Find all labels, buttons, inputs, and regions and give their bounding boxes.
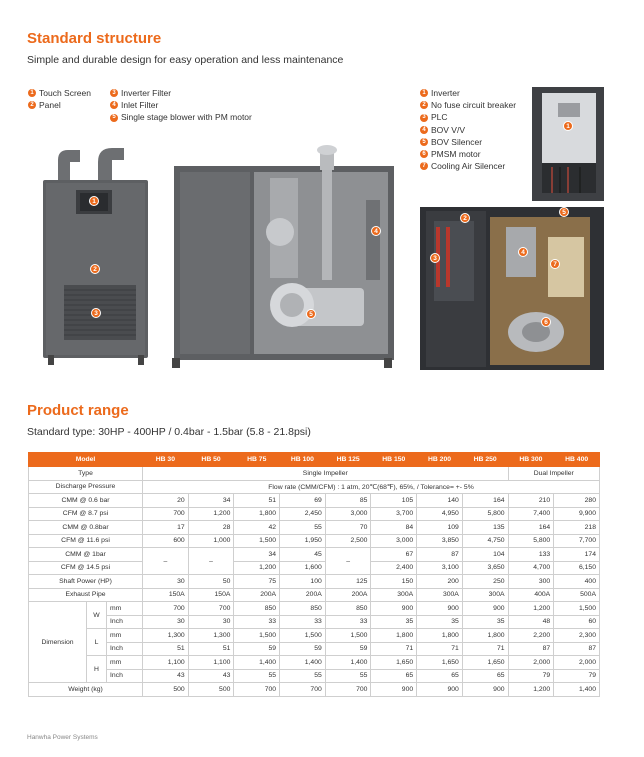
table-cell: 150A [143, 588, 189, 602]
table-row [29, 534, 600, 548]
table-cell: 51 [234, 494, 280, 508]
legend-label: BOV Silencer [431, 136, 483, 147]
legend-right-item [420, 99, 516, 111]
table-cell: – [188, 548, 234, 575]
table-cell: 55 [280, 521, 326, 535]
marker-blower: 5 [306, 309, 316, 319]
table-cell: 28 [188, 521, 234, 535]
table-cell: mm [107, 656, 143, 670]
table-cell: 35 [462, 615, 508, 629]
table-cell: 59 [234, 642, 280, 656]
legend-right-item [420, 87, 516, 99]
legend-right-item [420, 148, 516, 160]
front-cabinet-image [28, 140, 163, 370]
legend-label: Cooling Air Silencer [431, 161, 506, 172]
legend-label: PMSM motor [431, 149, 481, 160]
table-cell: 1,500 [234, 534, 280, 548]
table-cell: 500 [143, 683, 189, 697]
table-cell: Inch [107, 642, 143, 656]
table-cell: 850 [234, 602, 280, 616]
table-cell: 1,800 [462, 629, 508, 643]
table-cell: 1,400 [554, 683, 600, 697]
table-cell: 1,300 [188, 629, 234, 643]
table-cell: W [87, 602, 107, 629]
header-model: Model [29, 453, 143, 467]
table-cell: 2,000 [508, 656, 554, 670]
table-cell: 135 [462, 521, 508, 535]
table-cell: 1,950 [280, 534, 326, 548]
table-cell: 1,650 [417, 656, 463, 670]
table-cell: 59 [280, 642, 326, 656]
table-cell: 1,100 [143, 656, 189, 670]
table-cell: 105 [371, 494, 417, 508]
marker-inverter-filter: 3 [91, 308, 101, 318]
table-cell: 900 [462, 683, 508, 697]
table-cell: Discharge Pressure [29, 480, 143, 494]
product-range-table [28, 452, 600, 697]
table-cell: 218 [554, 521, 600, 535]
table-cell: 2,200 [508, 629, 554, 643]
table-cell: 850 [280, 602, 326, 616]
table-cell: CFM @ 11.6 psi [29, 534, 143, 548]
marker-inlet-filter: 4 [371, 226, 381, 236]
table-cell: 900 [371, 683, 417, 697]
legend-label: Inverter Filter [121, 88, 172, 98]
table-cell: 79 [508, 669, 554, 683]
table-cell: Weight (kg) [29, 683, 143, 697]
header-model-name: HB 150 [371, 453, 417, 467]
table-cell: 35 [371, 615, 417, 629]
table-cell: 133 [508, 548, 554, 562]
table-cell: 100 [280, 575, 326, 589]
table-cell: Dimension [29, 602, 87, 683]
number-badge: 5 [420, 138, 428, 146]
section-subtitle-product-range: Standard type: 30HP - 400HP / 0.4bar - 1.5bar (5.8 - 21.8psi) [27, 426, 311, 438]
table-cell: 1,500 [325, 629, 371, 643]
table-cell: 850 [325, 602, 371, 616]
legend-mid-item [110, 99, 252, 111]
number-badge: 3 [110, 89, 118, 97]
table-cell: 65 [462, 669, 508, 683]
header-model-name: HB 250 [462, 453, 508, 467]
marker-plc: 3 [430, 253, 440, 263]
table-row-dimension [29, 615, 600, 629]
section-title-structure: Standard structure [27, 30, 162, 47]
table-row-type [29, 467, 600, 481]
legend-right-item [420, 160, 516, 172]
table-cell: 400 [554, 575, 600, 589]
table-cell: 71 [417, 642, 463, 656]
table-cell: 71 [462, 642, 508, 656]
legend-label: Inlet Filter [121, 100, 159, 111]
table-cell: 900 [417, 602, 463, 616]
table-cell: 3,000 [371, 534, 417, 548]
table-cell: 150 [371, 575, 417, 589]
legend-right-item [420, 111, 516, 123]
table-cell: 1,400 [280, 656, 326, 670]
table-cell: 104 [462, 548, 508, 562]
legend-label: Panel [39, 100, 61, 111]
number-badge: 2 [28, 101, 36, 109]
table-cell: 30 [188, 615, 234, 629]
legend-label: Touch Screen [39, 88, 91, 98]
table-cell: 7,400 [508, 507, 554, 521]
table-row-discharge [29, 480, 600, 494]
table-cell: 1,400 [234, 656, 280, 670]
table-cell: CMM @ 0.8bar [29, 521, 143, 535]
table-cell: 2,450 [280, 507, 326, 521]
table-cell: 85 [325, 494, 371, 508]
table-cell: 43 [143, 669, 189, 683]
table-cell: 34 [234, 548, 280, 562]
table-cell: 2,300 [554, 629, 600, 643]
table-cell: 1,500 [234, 629, 280, 643]
table-cell: 1,000 [188, 534, 234, 548]
table-cell: CMM @ 0.6 bar [29, 494, 143, 508]
marker-bov-silencer: 5 [559, 207, 569, 217]
table-cell: 4,750 [462, 534, 508, 548]
table-cell: Type [29, 467, 143, 481]
table-cell: 4,700 [508, 561, 554, 575]
number-badge: 5 [110, 114, 118, 122]
legend-right-item [420, 124, 516, 136]
table-row-dimension [29, 669, 600, 683]
table-row-cfm-14psi [29, 561, 600, 575]
table-cell: 50 [188, 575, 234, 589]
table-cell: 1,600 [280, 561, 326, 575]
table-cell: Single Impeller [143, 467, 509, 481]
table-cell: 87 [417, 548, 463, 562]
table-cell: 5,800 [508, 534, 554, 548]
table-cell: 1,800 [417, 629, 463, 643]
header-model-name: HB 125 [325, 453, 371, 467]
table-cell: 65 [371, 669, 417, 683]
table-cell: 900 [462, 602, 508, 616]
table-cell: Flow rate (CMM/CFM) : 1 atm, 20℃(68℉), 65%, / Tolerance= +- 5% [143, 480, 600, 494]
table-cell: 250 [462, 575, 508, 589]
table-row-dimension [29, 629, 600, 643]
section-title-product-range: Product range [27, 402, 129, 419]
table-cell: 17 [143, 521, 189, 535]
table-cell: 3,100 [417, 561, 463, 575]
table-cell: 3,650 [462, 561, 508, 575]
header-model-name: HB 100 [280, 453, 326, 467]
header-model-name: HB 200 [417, 453, 463, 467]
table-cell: 125 [325, 575, 371, 589]
table-cell: 30 [143, 615, 189, 629]
marker-bov-valve: 4 [518, 247, 528, 257]
table-cell: 500 [188, 683, 234, 697]
table-cell: 1,650 [371, 656, 417, 670]
table-cell: 69 [280, 494, 326, 508]
table-cell: 42 [234, 521, 280, 535]
table-cell: 1,300 [143, 629, 189, 643]
number-badge: 4 [110, 101, 118, 109]
table-row-dimension [29, 656, 600, 670]
table-cell: 109 [417, 521, 463, 535]
marker-circuit-breaker: 2 [460, 213, 470, 223]
table-cell: 3,000 [325, 507, 371, 521]
table-cell: 200A [325, 588, 371, 602]
table-cell: 150A [188, 588, 234, 602]
number-badge: 1 [420, 89, 428, 97]
table-cell: CMM @ 1bar [29, 548, 143, 562]
table-cell: 1,200 [508, 602, 554, 616]
table-cell: 300A [371, 588, 417, 602]
table-cell: 300 [508, 575, 554, 589]
legend-label: Inverter [431, 88, 460, 98]
table-cell: 7,700 [554, 534, 600, 548]
header-model-name: HB 50 [188, 453, 234, 467]
table-cell: 2,500 [325, 534, 371, 548]
header-model-name: HB 400 [554, 453, 600, 467]
table-cell: 75 [234, 575, 280, 589]
table-cell: 60 [554, 615, 600, 629]
table-cell: – [325, 548, 371, 575]
table-cell: 55 [325, 669, 371, 683]
table-cell: 164 [508, 521, 554, 535]
table-cell: Dual Impeller [508, 467, 599, 481]
table-cell: 20 [143, 494, 189, 508]
table-cell: 174 [554, 548, 600, 562]
table-cell: 700 [234, 683, 280, 697]
legend-mid-item [110, 87, 252, 99]
table-cell: 1,100 [188, 656, 234, 670]
table-cell: 2,000 [554, 656, 600, 670]
legend-label: PLC [431, 112, 448, 123]
table-row-cmm-1bar [29, 548, 600, 562]
legend-label: No fuse circuit breaker [431, 100, 517, 111]
table-cell: 280 [554, 494, 600, 508]
table-cell: 1,500 [554, 602, 600, 616]
table-cell: 3,850 [417, 534, 463, 548]
table-cell: Inch [107, 669, 143, 683]
table-row-pipe [29, 588, 600, 602]
table-cell: Exhaust Pipe [29, 588, 143, 602]
table-cell: 35 [417, 615, 463, 629]
table-cell: CFM @ 14.5 psi [29, 561, 143, 575]
table-cell: 700 [143, 507, 189, 521]
table-cell: H [87, 656, 107, 683]
table-cell: 1,200 [508, 683, 554, 697]
inverter-photo [532, 87, 604, 201]
table-cell: 700 [325, 683, 371, 697]
legend-right-item [420, 136, 516, 148]
table-cell: 65 [417, 669, 463, 683]
table-cell: 9,900 [554, 507, 600, 521]
table-cell: 140 [417, 494, 463, 508]
table-header-row [29, 453, 600, 467]
side-cutaway-image [170, 140, 398, 370]
interior-photo [420, 207, 604, 370]
number-badge: 3 [420, 114, 428, 122]
table-cell: 34 [188, 494, 234, 508]
table-row-dimension [29, 642, 600, 656]
table-cell: 1,200 [188, 507, 234, 521]
table-cell: 51 [188, 642, 234, 656]
table-cell: 87 [508, 642, 554, 656]
table-cell: 200A [234, 588, 280, 602]
table-cell: 700 [143, 602, 189, 616]
legend-left-item [28, 99, 91, 111]
legend-left [28, 87, 91, 111]
table-cell: 51 [143, 642, 189, 656]
table-cell: 200 [417, 575, 463, 589]
legend-right [420, 87, 516, 172]
table-cell: 48 [508, 615, 554, 629]
table-cell: 900 [417, 683, 463, 697]
table-row [29, 494, 600, 508]
table-cell: 300A [417, 588, 463, 602]
table-cell: 1,500 [280, 629, 326, 643]
table-cell: mm [107, 602, 143, 616]
marker-pmsm-motor: 6 [541, 317, 551, 327]
number-badge: 4 [420, 126, 428, 134]
table-cell: 3,700 [371, 507, 417, 521]
footer-brand: Hanwha Power Systems [27, 734, 98, 741]
table-cell: 164 [462, 494, 508, 508]
table-row-weight [29, 683, 600, 697]
table-cell: L [87, 629, 107, 656]
header-model-name: HB 300 [508, 453, 554, 467]
table-cell: 700 [188, 602, 234, 616]
table-cell: mm [107, 629, 143, 643]
table-cell: 1,800 [234, 507, 280, 521]
header-model-name: HB 30 [143, 453, 189, 467]
table-cell: 71 [371, 642, 417, 656]
table-cell: 33 [325, 615, 371, 629]
table-cell: 55 [280, 669, 326, 683]
table-cell: 500A [554, 588, 600, 602]
table-cell: 67 [371, 548, 417, 562]
header-model-name: HB 75 [234, 453, 280, 467]
table-cell: 210 [508, 494, 554, 508]
table-cell: 600 [143, 534, 189, 548]
number-badge: 6 [420, 150, 428, 158]
table-cell: 33 [234, 615, 280, 629]
legend-mid [110, 87, 252, 124]
table-cell: 1,200 [234, 561, 280, 575]
table-cell: 84 [371, 521, 417, 535]
table-cell: 43 [188, 669, 234, 683]
table-cell: 4,950 [417, 507, 463, 521]
number-badge: 1 [28, 89, 36, 97]
table-cell: 6,150 [554, 561, 600, 575]
table-cell: 200A [280, 588, 326, 602]
table-cell: 300A [462, 588, 508, 602]
table-row [29, 507, 600, 521]
table-cell: 400A [508, 588, 554, 602]
table-cell: Inch [107, 615, 143, 629]
table-cell: 87 [554, 642, 600, 656]
table-cell: 1,650 [462, 656, 508, 670]
marker-inverter: 1 [563, 121, 573, 131]
table-row [29, 521, 600, 535]
legend-label: BOV V/V [431, 124, 466, 135]
table-cell: 79 [554, 669, 600, 683]
legend-left-item [28, 87, 91, 99]
table-cell: 700 [280, 683, 326, 697]
table-cell: Shaft Power (HP) [29, 575, 143, 589]
table-row-dimension [29, 602, 600, 616]
table-cell: 70 [325, 521, 371, 535]
table-cell: CFM @ 8.7 psi [29, 507, 143, 521]
marker-cooling-silencer: 7 [550, 259, 560, 269]
table-cell: 1,800 [371, 629, 417, 643]
table-cell: 55 [234, 669, 280, 683]
marker-touch-screen: 1 [89, 196, 99, 206]
table-cell: 2,400 [371, 561, 417, 575]
legend-mid-item [110, 111, 252, 123]
marker-panel: 2 [90, 264, 100, 274]
table-cell: 900 [371, 602, 417, 616]
table-cell: 59 [325, 642, 371, 656]
number-badge: 2 [420, 101, 428, 109]
legend-label: Single stage blower with PM motor [121, 112, 252, 123]
table-cell: 5,800 [462, 507, 508, 521]
table-cell: 33 [280, 615, 326, 629]
table-row-shaft [29, 575, 600, 589]
table-cell: 45 [280, 548, 326, 562]
table-cell: 30 [143, 575, 189, 589]
table-cell: 1,400 [325, 656, 371, 670]
section-subtitle-structure: Simple and durable design for easy operation and less maintenance [27, 54, 344, 66]
table-cell: – [143, 548, 189, 575]
number-badge: 7 [420, 162, 428, 170]
